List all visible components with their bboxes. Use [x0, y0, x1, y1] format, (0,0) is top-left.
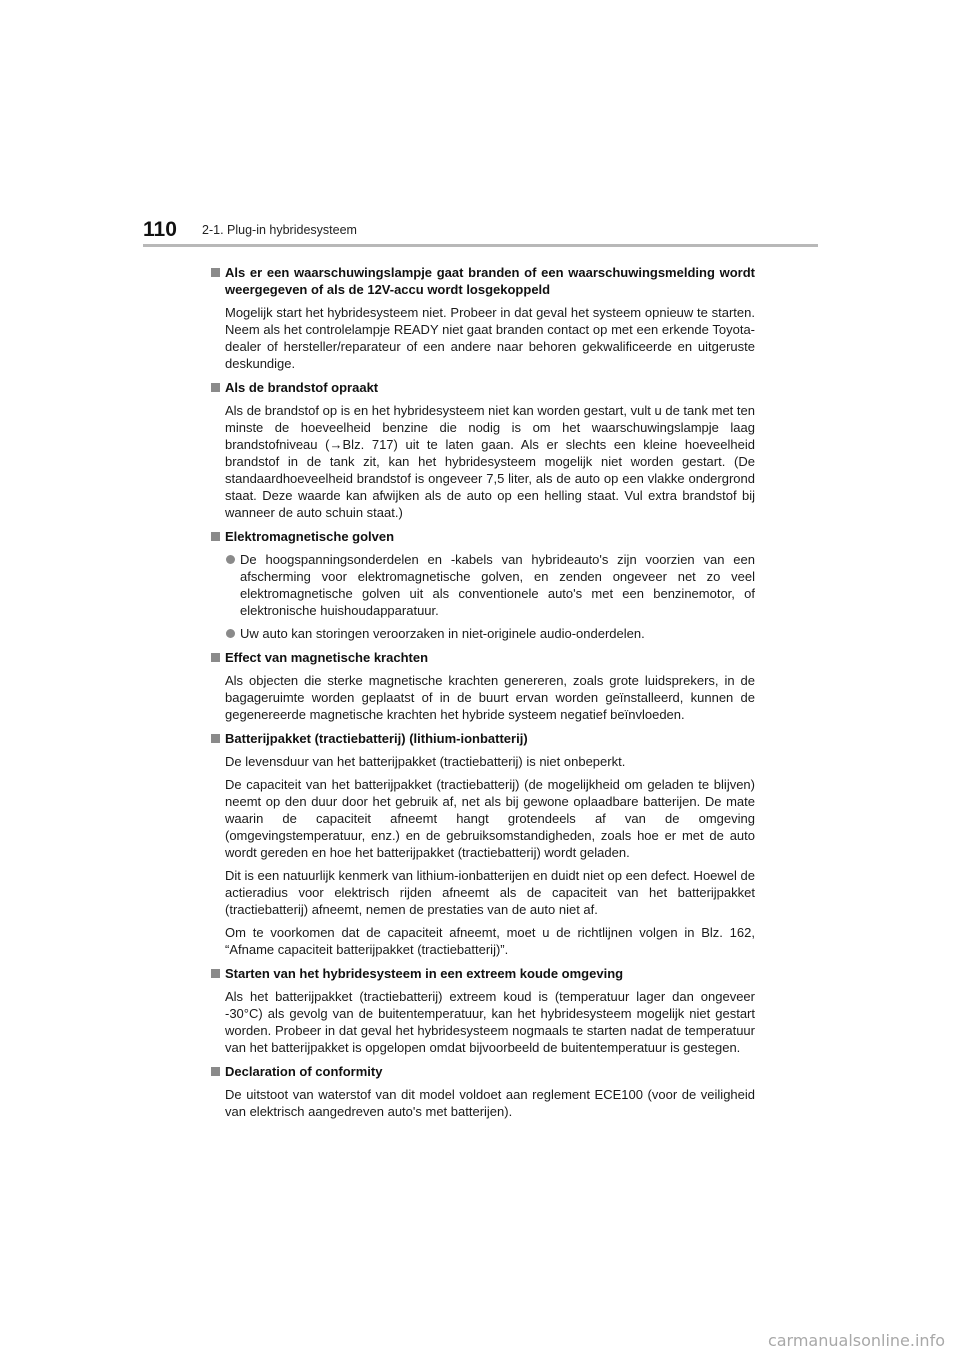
section-title: 2-1. Plug-in hybridesysteem [202, 223, 357, 237]
square-bullet-icon [211, 383, 220, 392]
bullet-item [210, 551, 755, 619]
round-bullet-icon [226, 629, 235, 638]
square-bullet-icon [211, 1067, 220, 1076]
paragraph: Om te voorkomen dat de capaciteit afneemt, moet u de richtlijnen volgen in Blz. 162, “Afname capaciteit batterijpakket (tractiebatterij)”. [225, 925, 755, 957]
round-bullet-icon [226, 555, 235, 564]
paragraph: De capaciteit van het batterijpakket (tractiebatterij) (de mogelijkheid om geladen te blijven) neemt op den duur door het gebruik af, net als bij gewone oplaadbare batterijen. De mate waarin de capaciteit afneemt hangt grotendeels af van de omgeving (omgevingstemperatuur, enz.) en de gebruiksomstandigheden, zoals hoe er met de auto wordt gereden en hoe het batterijpakket (tractiebatterij) wordt geladen. [225, 777, 755, 860]
section-heading [210, 1063, 755, 1080]
square-bullet-icon [211, 969, 220, 978]
section-heading [210, 528, 755, 545]
section-heading-text: Declaration of conformity [225, 1064, 383, 1079]
content-section [210, 730, 755, 958]
paragraph: De levensduur van het batterijpakket (tractiebatterij) is niet onbeperkt. [225, 754, 626, 769]
content-section [210, 649, 755, 723]
section-heading-text: Elektromagnetische golven [225, 529, 395, 544]
content-section [210, 965, 755, 1056]
content-section [210, 528, 755, 642]
section-heading [210, 965, 755, 982]
section-heading [210, 730, 755, 747]
bullet-text: Uw auto kan storingen veroorzaken in niet-originele audio-onderdelen. [240, 626, 645, 641]
content-section [210, 379, 755, 521]
paragraph: Dit is een natuurlijk kenmerk van lithium-ionbatterijen en duidt niet op een defect. Hoewel de actieradius voor elektrisch rijden afneemt als de capaciteit van het batterijpakket (tractiebatterij) afneemt, nemen de prestaties van de auto niet af. [225, 868, 755, 917]
section-heading-text: Als er een waarschuwingslampje gaat branden of een waarschuwingsmelding wordt weergegeven of als de 12V-accu wordt losgekoppeld [225, 265, 755, 297]
section-heading-text: Batterijpakket (tractiebatterij) (lithium-ionbatterij) [225, 731, 528, 746]
section-heading-text: Effect van magnetische krachten [225, 650, 429, 665]
square-bullet-icon [211, 268, 220, 277]
page-number: 110 [143, 218, 177, 241]
paragraph: Als objecten die sterke magnetische krachten genereren, zoals grote luidsprekers, in de bagageruimte worden geplaatst of in de buurt ervan worden geïnstalleerd, kunnen de gegenereerde magnetische krachten het hybride systeem negatief beïnvloeden. [225, 673, 755, 722]
square-bullet-icon [211, 734, 220, 743]
paragraph: Mogelijk start het hybridesysteem niet. Probeer in dat geval het systeem opnieuw te starten. Neem als het controlelampje READY niet gaat branden contact op met een erkende Toyota-dealer of hersteller/reparateur of een andere naar behoren gekwalificeerde en uitgeruste deskundige. [225, 305, 755, 371]
paragraph: Als het batterijpakket (tractiebatterij) extreem koud is (temperatuur lager dan ongeveer -30°C) als gevolg van de buitentemperatuur, kan het hybridesysteem mogelijk niet gestart worden. Probeer in dat geval het hybridesysteem nogmaals te starten nadat de temperatuur van het batterijpakket is opgelopen omdat bijvoorbeeld de buitentemperatuur is gestegen. [225, 989, 755, 1055]
section-heading [210, 379, 755, 396]
square-bullet-icon [211, 532, 220, 541]
square-bullet-icon [211, 653, 220, 662]
content-section [210, 264, 755, 372]
section-heading [210, 649, 755, 666]
main-content [210, 264, 755, 1127]
section-heading [210, 264, 755, 298]
watermark: carmanualsonline.info [767, 1331, 945, 1350]
paragraph: De uitstoot van waterstof van dit model voldoet aan reglement ECE100 (voor de veiligheid van elektrisch aangedreven auto's met batterijen). [225, 1087, 755, 1119]
content-section [210, 1063, 755, 1120]
header-divider [143, 244, 818, 247]
bullet-text: De hoogspanningsonderdelen en -kabels van hybrideauto's zijn voorzien van een afscherming voor elektromagnetische golven, en zenden ongeveer net zo veel elektromagnetische golven uit als conventionele auto's met een benzinemotor, of elektronische huishoudapparatuur. [240, 552, 755, 618]
bullet-item [210, 625, 755, 642]
section-heading-text: Als de brandstof opraakt [225, 380, 379, 395]
paragraph: Als de brandstof op is en het hybridesysteem niet kan worden gestart, vult u de tank met ten minste de hoeveelheid benzine die nodig is om het waarschuwingslampje laag brandstofniveau (→Blz. 717) uit te laten gaan. Als er slechts een kleine hoeveelheid brandstof in de tank zit, kan het hybridesysteem mogelijk niet worden gestart. (De standaardhoeveelheid brandstof is ongeveer 7,5 liter, als de auto op een vlakke ondergrond staat. Deze waarde kan afwijken als de auto op een helling staat. Vul extra brandstof bij wanneer de auto schuin staat.) [225, 403, 755, 520]
page-header [143, 218, 818, 248]
section-heading-text: Starten van het hybridesysteem in een extreem koude omgeving [225, 966, 624, 981]
